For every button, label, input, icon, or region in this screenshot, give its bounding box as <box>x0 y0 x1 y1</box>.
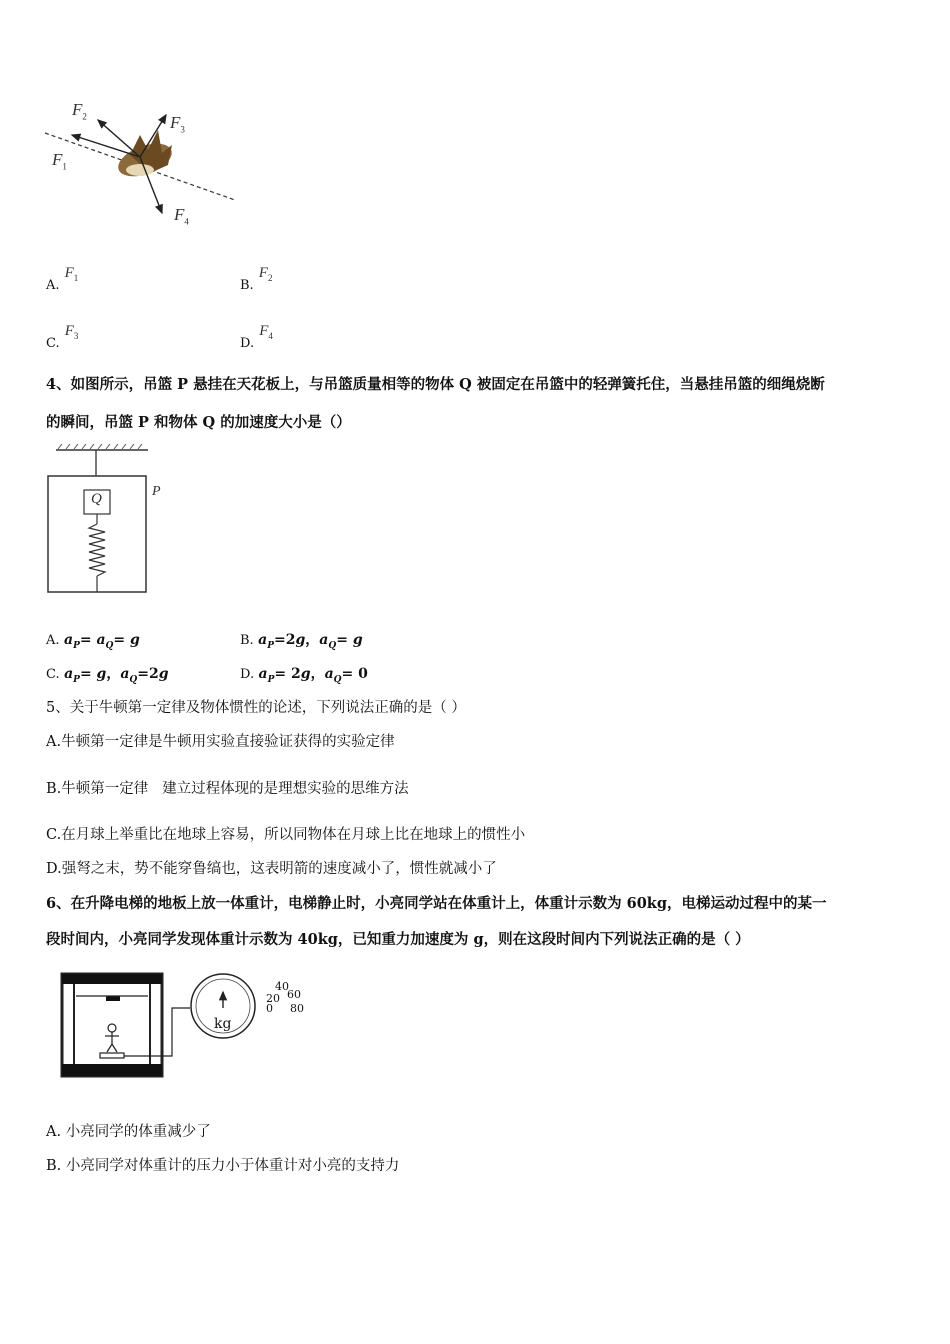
dial-unit: kg <box>214 1016 232 1032</box>
q4-stem-line1: 4、如图所示，吊篮 P 悬挂在天花板上，与吊篮质量相等的物体 Q 被固定在吊篮中的轻弹簧托住，当悬挂吊篮的细绳烧断 <box>46 376 825 393</box>
f1-arrow <box>72 135 140 157</box>
option-symbol: $F_1$ <box>64 265 79 283</box>
f1-label: $F_1$ <box>52 150 67 172</box>
p-label: P <box>152 484 161 499</box>
option-symbol: $F_4$ <box>259 323 273 341</box>
q3-option-c[interactable] <box>46 320 79 351</box>
q4-option-b[interactable]: B. $a_P=2g$，$a_Q= g$ <box>240 632 363 651</box>
q4-stem-line2: 的瞬间，吊篮 P 和物体 Q 的加速度大小是（） <box>46 414 351 431</box>
q4-option-d[interactable]: D. $a_P= 2g$，$a_Q= 0$ <box>240 666 368 685</box>
f4-label: $F_4$ <box>174 205 189 227</box>
dial-tick-0: 0 <box>266 1002 273 1015</box>
q-label: Q <box>91 491 102 507</box>
force-diagram <box>40 95 250 240</box>
q6-stem-line1: 6、在升降电梯的地板上放一体重计，电梯静止时，小亮同学站在体重计上，体重计示数为 60kg，电梯运动过程中的某一 <box>46 895 827 912</box>
f3-label: $F_3$ <box>170 113 185 135</box>
dial-tick-40: 40 <box>275 980 289 993</box>
q5-option-c[interactable]: C.在月球上举重比在地球上容易，所以同物体在月球上比在地球上的惯性小 <box>46 827 526 843</box>
elevator-diagram-svg <box>60 968 270 1080</box>
spring-icon <box>89 524 105 576</box>
q6-stem-line2: 段时间内，小亮同学发现体重计示数为 40kg，已知重力加速度为 g，则在这段时间内下列说法正确的是（ ） <box>46 931 750 948</box>
scale-platform <box>100 1053 124 1058</box>
q6-option-a[interactable]: A. 小亮同学的体重减少了 <box>46 1124 211 1140</box>
q5-stem: 5、关于牛顿第一定律及物体惯性的论述，下列说法正确的是（ ） <box>46 700 466 716</box>
q3-option-a[interactable] <box>46 262 79 293</box>
q4-option-c[interactable]: C. $a_P= g$，$a_Q=2g$ <box>46 666 169 685</box>
dial-tick-80: 80 <box>290 1002 304 1015</box>
q3-option-d[interactable] <box>240 320 273 351</box>
leaf-icon <box>114 130 176 183</box>
q5-option-a[interactable]: A.牛顿第一定律是牛顿用实验直接验证获得的实验定律 <box>46 734 395 750</box>
option-letter: D. <box>240 336 255 351</box>
q4-option-a[interactable]: A. $a_P= a_Q= g$ <box>46 632 140 651</box>
basket-diagram-svg <box>44 444 174 596</box>
f2-label: $F_2$ <box>72 100 87 122</box>
dial-tick-20: 20 <box>266 992 280 1005</box>
q3-option-b[interactable] <box>240 262 273 293</box>
option-letter: B. <box>240 278 254 293</box>
f2-arrow <box>98 120 140 157</box>
option-letter: C. <box>46 336 60 351</box>
elevator-diagram <box>60 968 304 1080</box>
option-symbol: $F_3$ <box>64 323 79 341</box>
person-icon <box>105 1024 119 1052</box>
q5-option-b[interactable]: B.牛顿第一定律 建立过程体现的是理想实验的思维方法 <box>46 781 409 797</box>
q6-option-b[interactable]: B. 小亮同学对体重计的压力小于体重计对小亮的支持力 <box>46 1158 400 1174</box>
basket-diagram <box>44 444 174 596</box>
dial-tick-60: 60 <box>287 988 301 1001</box>
option-letter: A. <box>46 278 60 293</box>
q5-option-d[interactable]: D.强弩之末，势不能穿鲁缟也，这表明箭的速度减小了，惯性就减小了 <box>46 861 497 877</box>
option-symbol: $F_2$ <box>258 265 273 283</box>
